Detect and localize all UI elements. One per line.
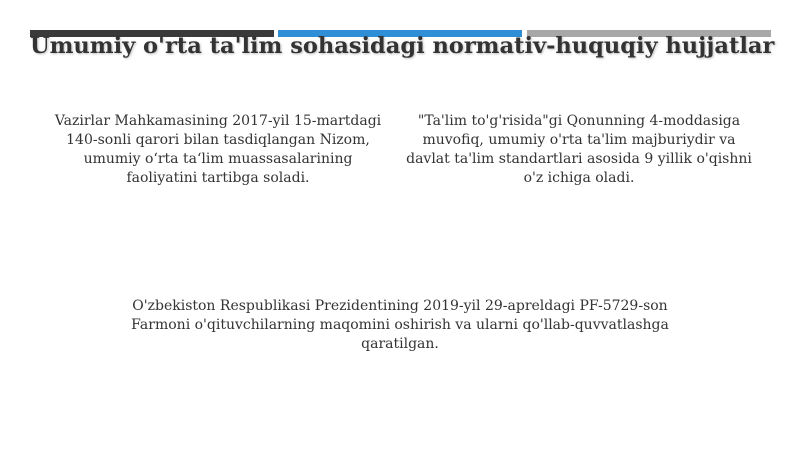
- slide-title: Umumiy o'rta ta'lim sohasidagi normativ-huquqiy hujjatlar: [30, 33, 775, 59]
- paragraph-right: "Ta'lim to'g'risida"gi Qonunning 4-moddasiga muvofiq, umumiy o'rta ta'lim majburiydir va davlat ta'lim standartlari asosida 9 yillik o'qishni o'z ichiga oladi.: [406, 113, 752, 186]
- paragraph-bottom: O'zbekiston Respublikasi Prezidentining 2019-yil 29-apreldagi PF-5729-son Farmoni o'qituvchilarning maqomini oshirish va ularni qo'llab-quvvatlashga qaratilgan.: [131, 298, 669, 352]
- paragraph-left: Vazirlar Mahkamasining 2017-yil 15-martdagi 140-sonli qarori bilan tasdiqlangan Nizom, umumiy o‘rta ta‘lim muassasalarining faoliyatini tartibga soladi.: [54, 113, 382, 186]
